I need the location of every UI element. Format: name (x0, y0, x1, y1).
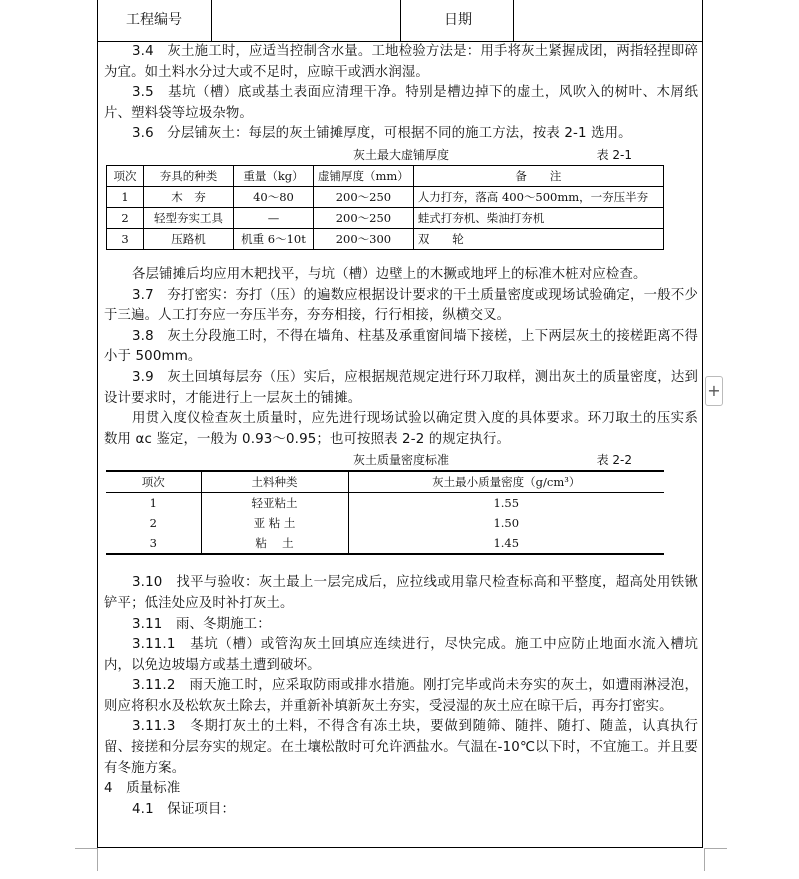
table-row (106, 513, 664, 533)
crop-mark-bottom-right (704, 848, 727, 871)
table-cell: 轻型夯实工具 (144, 207, 234, 228)
header-table (98, 0, 702, 42)
table-density-standard (106, 470, 664, 555)
crop-mark-bottom-left (75, 848, 98, 871)
table1-title: 灰土最大虚铺厚度 (352, 147, 449, 162)
table-cell: 机重 6～10t (234, 228, 314, 249)
table2-caption (104, 450, 698, 470)
table-cell: 1.55 (348, 493, 664, 514)
table-header-row (106, 471, 664, 493)
table-cell: — (234, 207, 314, 228)
table-cell: 1.50 (348, 513, 664, 533)
table-header-cell: 重量（kg） (234, 165, 314, 186)
table-header-cell: 虚铺厚度（mm） (314, 165, 414, 186)
paragraph-3-5: 3.5 基坑（槽）底或基土表面应清理干净。特别是槽边掉下的虚土，风吹入的树叶、木屑纸片、塑料袋等垃圾杂物。 (104, 85, 698, 121)
table-cell: 亚 粘 土 (201, 513, 348, 533)
table-cell: 粘 土 (201, 533, 348, 554)
table-header-cell: 项次 (106, 471, 201, 493)
paragraph-3-9: 3.9 灰土回填每层夯（压）实后，应根据规范规定进行环刀取样，测出灰土的质量密度，达到设计要求时，才能进行上一层灰土的铺摊。 (104, 369, 698, 406)
table-cell: 2 (107, 207, 144, 228)
paragraph-3-8: 3.8 灰土分段施工时，不得在墙角、柱基及承重窗间墙下接槎，上下两层灰土的接槎距离不得小于 500mm。 (104, 328, 698, 365)
table-cell: 1 (149, 496, 157, 511)
table-cell: 200～250 (314, 207, 414, 228)
table1-caption (104, 145, 698, 165)
table-cell: 双 轮 (413, 228, 663, 249)
table-cell: 人力打夯，落高 400～500mm，一夯压半夯 (413, 186, 663, 207)
document-body (104, 42, 698, 820)
paragraph-3-11-3: 3.11.3 冬期打灰土的土料，不得含有冻土块，要做到随筛、随拌、随打、随盖，认真执行留、接搓和分层夯实的规定。在土壤松散时可允许洒盐水。气温在-10℃以下时，不宜施工。并且要有冬施方案。 (104, 719, 698, 776)
date-label: 日期 (401, 0, 514, 41)
add-comment-button[interactable]: + (705, 376, 723, 406)
table-header-cell: 备 注 (413, 165, 663, 186)
paragraph-3-7: 3.7 夯打密实：夯打（压）的遍数应根据设计要求的干土质量密度或现场试验确定，一般不少于三遍。人工打夯应一夯压半夯，夯夯相接，行行相接，纵横交叉。 (104, 287, 698, 324)
table-cell: 1.45 (348, 533, 664, 554)
date-value (514, 0, 702, 41)
paragraph-3-6: 3.6 分层铺灰土：每层的灰土铺摊厚度，可根据不同的施工方法，按表 2-1 选用。 (132, 126, 632, 142)
table-header-cell: 土料种类 (201, 471, 348, 493)
paragraph-leveling: 各层铺摊后均应用木耙找平，与坑（槽）边壁上的木撅或地坪上的标准木桩对应检查。 (132, 266, 647, 282)
table-cell: 40～80 (234, 186, 314, 207)
paragraph-3-11: 3.11 雨、冬期施工： (132, 616, 271, 632)
table2-number: 表 2-2 (596, 453, 632, 468)
table-header-row (107, 165, 664, 186)
table-row (106, 533, 664, 554)
project-code-value (212, 0, 401, 41)
paragraph-3-11-1: 3.11.1 基坑（槽）或管沟灰土回填应连续进行，尽快完成。施工中应防止地面水流入槽坑内，以免边坡塌方或基土遭到破坏。 (104, 637, 698, 673)
paragraph-3-4: 3.4 灰土施工时，应适当控制含水量。工地检验方法是：用手将灰土紧握成团，两指轻捏即碎为宜。如土料水分过大或不足时，应晾干或洒水润湿。 (104, 44, 698, 80)
table-row (107, 186, 664, 207)
table-cell: 3 (149, 536, 157, 551)
paragraph-penetration: 用贯入度仪检查灰土质量时，应先进行现场试验以确定贯入度的具体要求。环刀取土的压实系数用 αc 鉴定，一般为 0.93～0.95；也可按照表 2-2 的规定执行。 (104, 411, 698, 447)
table-max-loose-thickness (106, 165, 664, 250)
table-cell: 木 夯 (144, 186, 234, 207)
table-cell: 200～250 (314, 186, 414, 207)
project-code-label: 工程编号 (98, 0, 212, 41)
table-header-cell: 灰土最小质量密度（g/cm³） (348, 471, 664, 493)
table-row (106, 493, 664, 514)
paragraph-3-11-2: 3.11.2 雨天施工时，应采取防雨或排水措施。刚打完毕或尚未夯实的灰土，如遭雨淋浸泡，则应将积水及松软灰土除去，并重新补填新灰土夯实，受浸湿的灰土应在晾干后，再夯打密实。 (104, 678, 698, 714)
table-row (107, 207, 664, 228)
table-cell: 200～300 (314, 228, 414, 249)
table-header-cell: 项次 (107, 165, 144, 186)
table-row (107, 228, 664, 249)
table2-title: 灰土质量密度标准 (352, 453, 449, 468)
table-header-cell: 夯具的种类 (144, 165, 234, 186)
table-cell: 压路机 (144, 228, 234, 249)
section-4-heading: 4 质量标准 (104, 781, 181, 797)
table-cell: 3 (107, 228, 144, 249)
table-cell: 轻亚粘土 (201, 493, 348, 514)
paragraph-3-10: 3.10 找平与验收：灰土最上一层完成后，应拉线或用靠尺检查标高和平整度，超高处用铁锹铲平；低洼处应及时补打灰土。 (104, 575, 698, 611)
paragraph-4-1: 4.1 保证项目： (132, 801, 235, 817)
table1-number: 表 2-1 (596, 147, 632, 162)
table-cell: 1 (107, 186, 144, 207)
table-cell: 2 (149, 516, 157, 531)
table-cell: 蛙式打夯机、柴油打夯机 (413, 207, 663, 228)
